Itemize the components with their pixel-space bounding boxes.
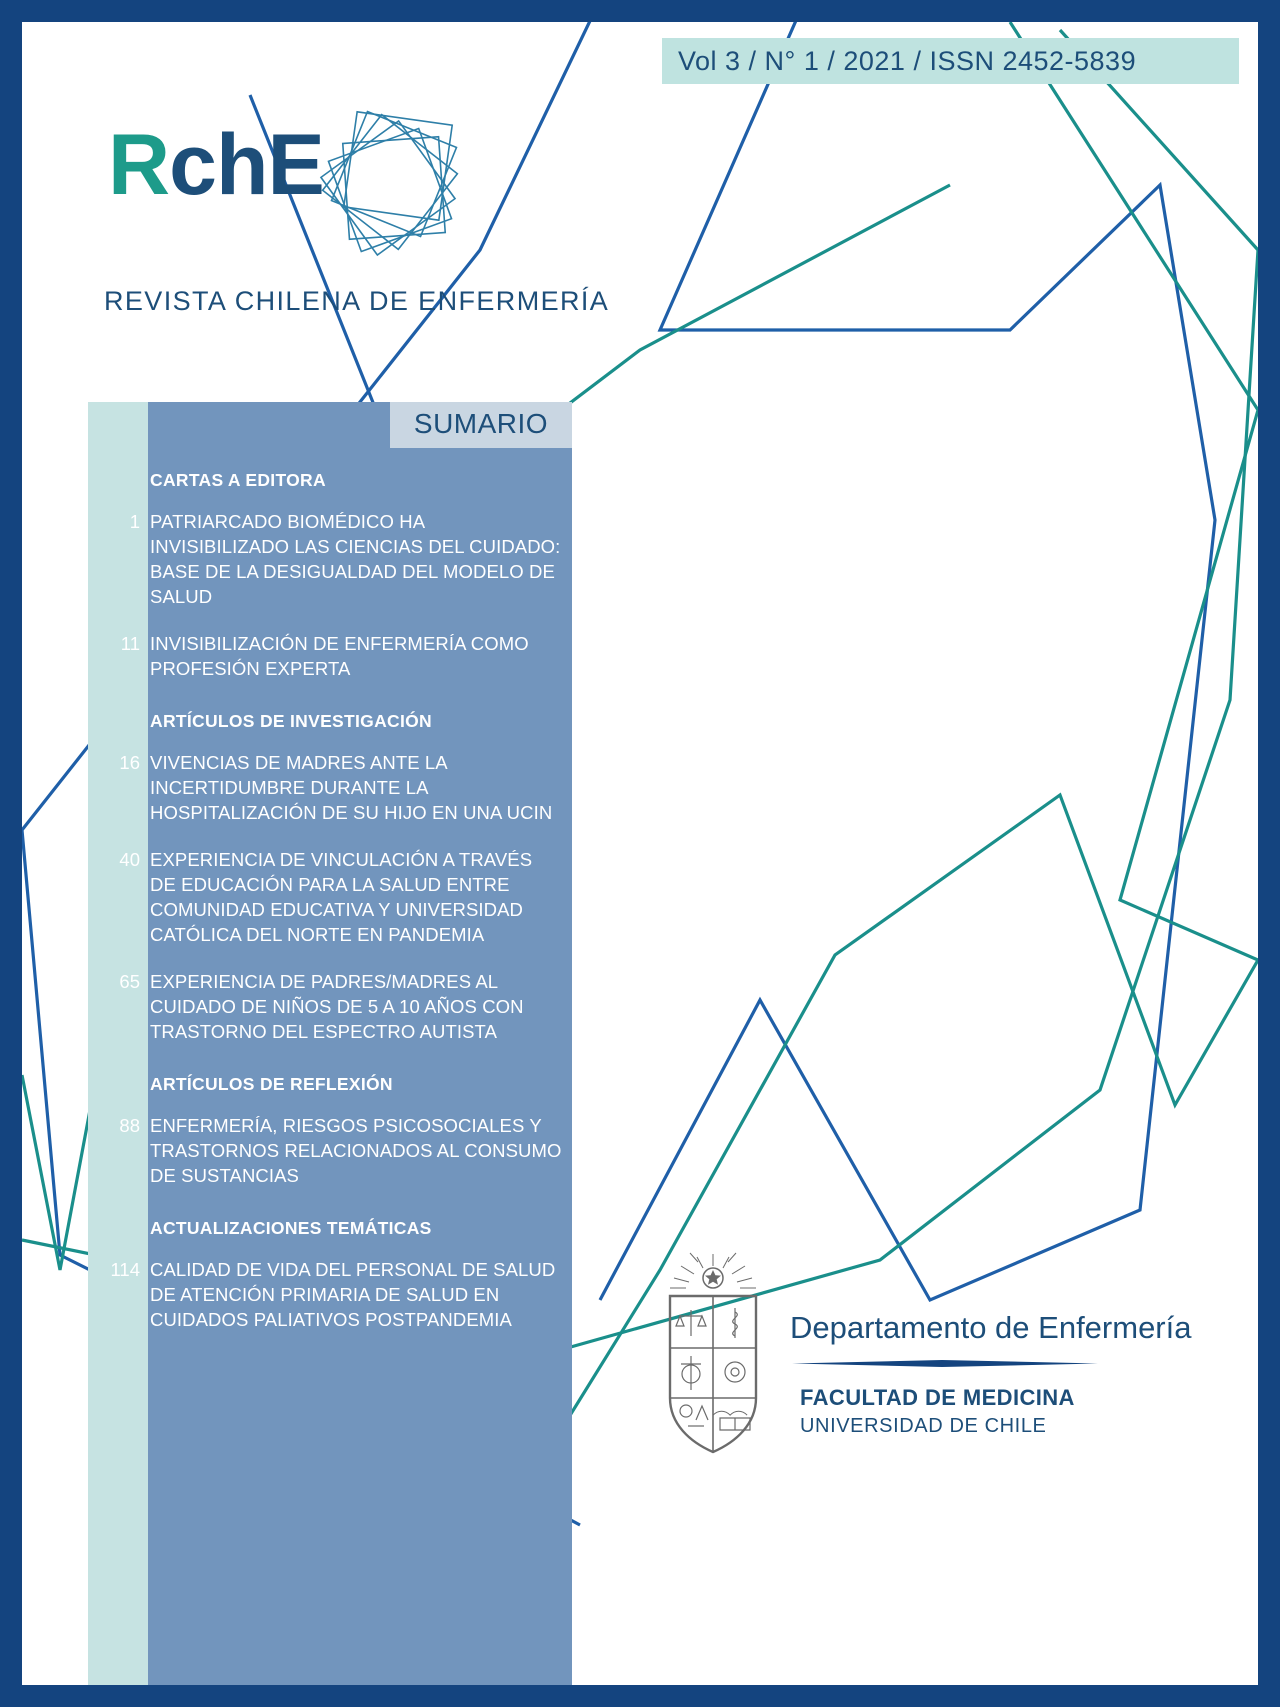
toc-section-heading: ARTÍCULOS DE REFLEXIÓN [150, 1074, 393, 1094]
toc-entry[interactable] [88, 847, 572, 947]
logo-letter-r: R [108, 117, 170, 213]
overlapping-squares-mark-icon [318, 96, 478, 266]
university-name: UNIVERSIDAD DE CHILE [800, 1415, 1047, 1437]
journal-logo [108, 117, 324, 213]
toc-entry-title: CALIDAD DE VIDA DEL PERSONAL DE SALUD DE ATENCIÓN PRIMARIA DE SALUD EN CUIDADOS PALIATIVOS POSTPANDEMIA [150, 1259, 556, 1330]
toc-entry[interactable] [88, 969, 572, 1044]
toc-entry-title: PATRIARCADO BIOMÉDICO HA INVISIBILIZADO LAS CIENCIAS DEL CUIDADO: BASE DE LA DESIGUALDAD DEL MODELO DE SALUD [150, 511, 561, 607]
faculty-name: FACULTAD DE MEDICINA [800, 1385, 1075, 1410]
decorative-rule [792, 1360, 1098, 1367]
logo-letter-e: E [267, 117, 324, 213]
toc-entry-page: 65 [119, 971, 140, 992]
toc-section-heading: CARTAS A EDITORA [150, 470, 326, 490]
toc-entry[interactable] [88, 509, 572, 609]
toc-entry[interactable] [88, 1257, 572, 1332]
summary-tab-label: SUMARIO [413, 408, 549, 439]
toc-entry-page: 114 [110, 1259, 140, 1280]
toc-entry-title: EXPERIENCIA DE PADRES/MADRES AL CUIDADO DE NIÑOS DE 5 A 10 AÑOS CON TRASTORNO DEL ESPECTRO AUTISTA [150, 971, 524, 1042]
toc-entry-title: ENFERMERÍA, RIESGOS PSICOSOCIALES Y TRASTORNOS RELACIONADOS AL CONSUMO DE SUSTANCIAS [150, 1115, 562, 1186]
toc-entry[interactable] [88, 631, 572, 681]
journal-title: REVISTA CHILENA DE ENFERMERÍA [104, 286, 610, 316]
toc-section-heading: ARTÍCULOS DE INVESTIGACIÓN [150, 711, 432, 731]
toc-entry-page: 1 [129, 511, 140, 532]
toc-entry-title: VIVENCIAS DE MADRES ANTE LA INCERTIDUMBRE DURANTE LA HOSPITALIZACIÓN DE SU HIJO EN UNA UCIN [150, 752, 553, 823]
logo-letters-ch: ch [169, 117, 268, 213]
department-name: Departamento de Enfermería [790, 1310, 1192, 1345]
toc-entry[interactable] [88, 750, 572, 825]
toc-entry-page: 16 [119, 752, 140, 773]
toc-entry-page: 11 [120, 633, 140, 654]
toc-entry-page: 40 [119, 849, 140, 870]
universidad-de-chile-coat-of-arms-icon [648, 1248, 778, 1468]
toc-section-heading: ACTUALIZACIONES TEMÁTICAS [150, 1218, 432, 1238]
table-of-contents [88, 470, 572, 1354]
issue-line: Vol 3 / N° 1 / 2021 / ISSN 2452-5839 [678, 46, 1137, 76]
toc-entry-page: 88 [119, 1115, 140, 1136]
toc-entry-title: EXPERIENCIA DE VINCULACIÓN A TRAVÉS DE EDUCACIÓN PARA LA SALUD ENTRE COMUNIDAD EDUCATIVA Y UNIVERSIDAD CATÓLICA DEL NORTE EN PANDEMIA [150, 849, 533, 945]
toc-entry[interactable] [88, 1113, 572, 1188]
toc-entry-title: INVISIBILIZACIÓN DE ENFERMERÍA COMO PROFESIÓN EXPERTA [150, 633, 529, 679]
